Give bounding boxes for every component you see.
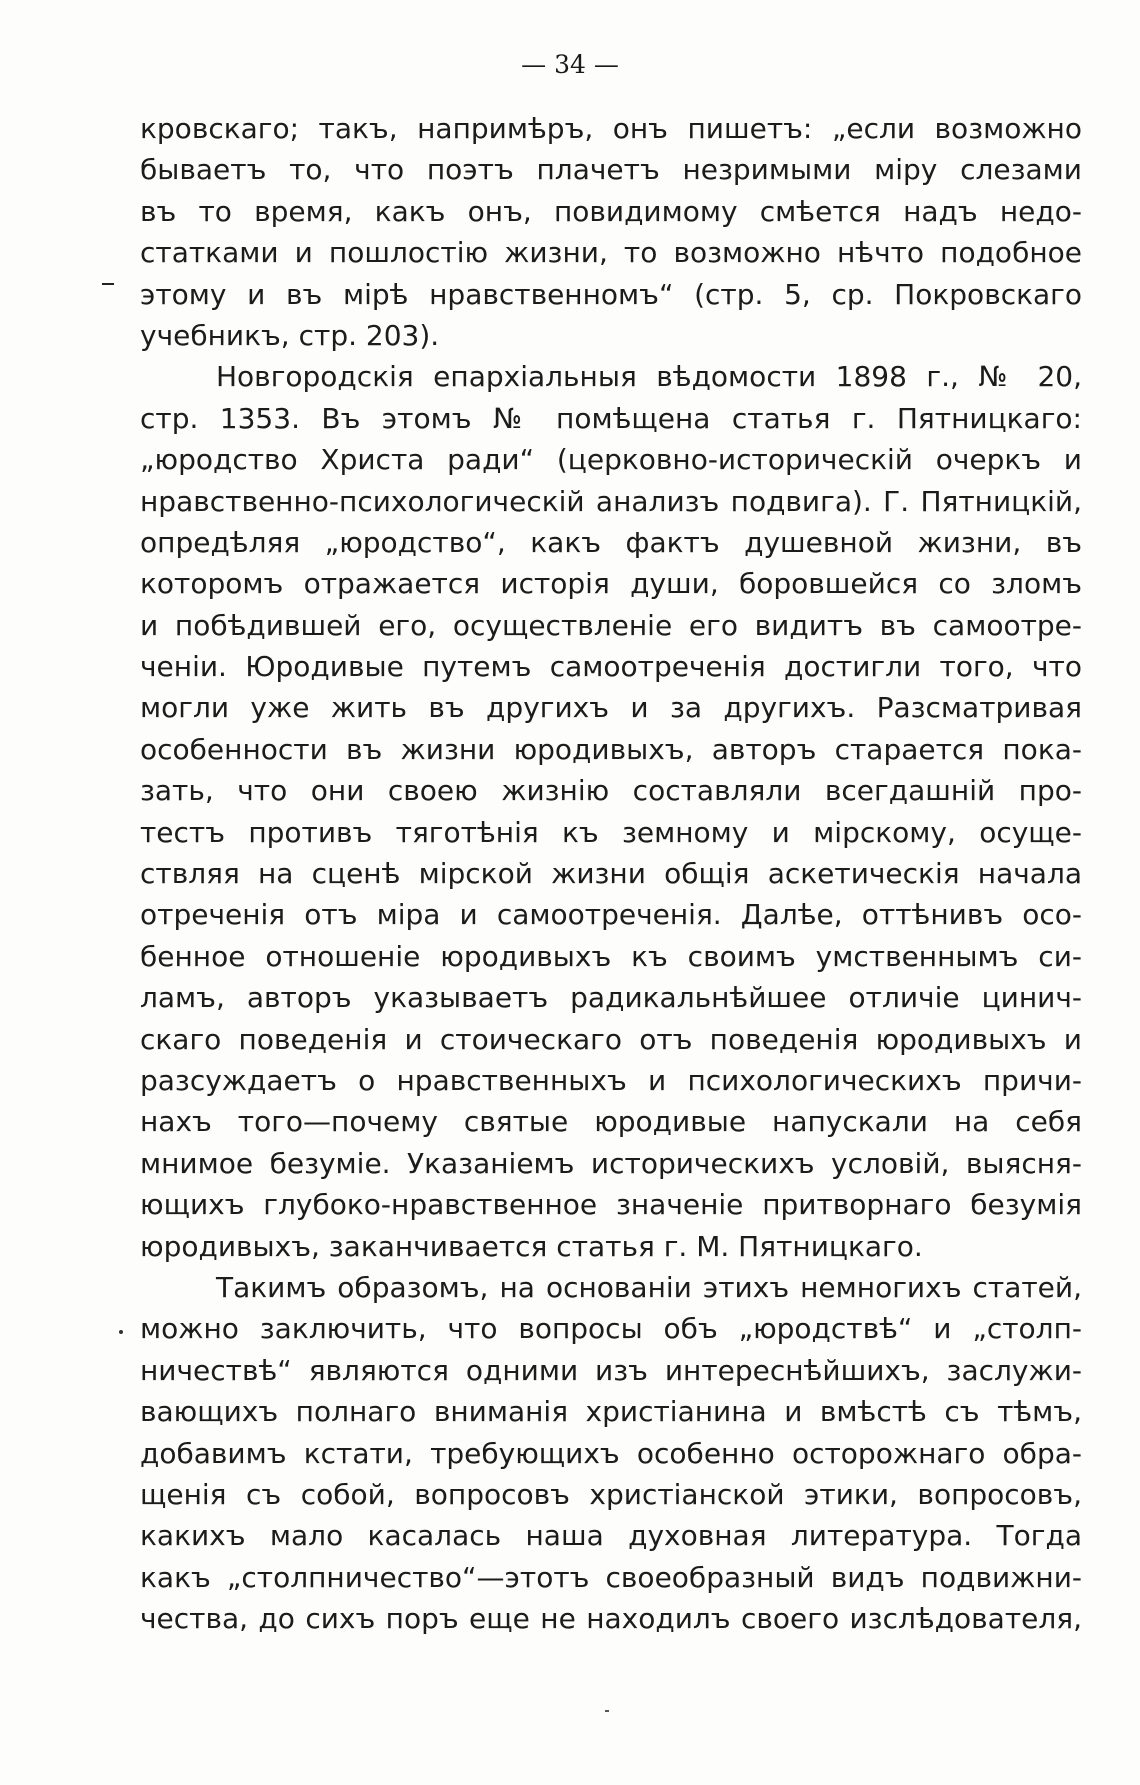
- text-line: отреченія отъ міра и самоотреченія. Далѣе, оттѣнивъ осо-: [140, 898, 1082, 932]
- text-line: можно заключить, что вопросы объ „юродствѣ“ и „столп-: [140, 1312, 1082, 1346]
- text-line: бываетъ то, что поэтъ плачетъ незримыми міру слезами: [140, 153, 1082, 187]
- paragraph: [140, 108, 1082, 356]
- margin-dot-mark: [119, 1330, 123, 1334]
- text-line: нравственно-психологическій анализъ подвига). Г. Пятницкій,: [140, 484, 1082, 518]
- text-line: ничествѣ“ являются одними изъ интереснѣйшихъ, заслужи-: [140, 1353, 1082, 1387]
- text-line: щенія съ собой, вопросовъ христіанской этики, вопросовъ,: [140, 1477, 1082, 1511]
- page-number: — 34 —: [521, 50, 619, 79]
- text-line: какихъ мало касалась наша духовная литература. Тогда: [140, 1519, 1082, 1553]
- paragraph: [140, 356, 1082, 1267]
- text-line: опредѣляя „юродство“, какъ фактъ душевной жизни, въ: [140, 525, 1082, 559]
- text-line: ющихъ глубоко-нравственное значеніе притворнаго безумія: [140, 1188, 1082, 1222]
- text-line: ченіи. Юродивые путемъ самоотреченія достигли того, что: [140, 650, 1082, 684]
- text-line: какъ „столпничество“—этотъ своеобразный видъ подвижни-: [140, 1560, 1082, 1594]
- text-line: которомъ отражается исторія души, боровшейся со зломъ: [140, 567, 1082, 601]
- body-text: [140, 108, 1082, 1639]
- text-line: юродивыхъ, заканчивается статья г. М. Пятницкаго.: [140, 1229, 923, 1263]
- text-line: въ то время, какъ онъ, повидимому смѣется надъ недо-: [140, 194, 1082, 228]
- margin-dash-mark: [102, 283, 114, 285]
- text-line: и побѣдившей его, осуществленіе его видитъ въ самоотре-: [140, 608, 1082, 642]
- text-line: вающихъ полнаго вниманія христіанина и вмѣстѣ съ тѣмъ,: [140, 1395, 1082, 1429]
- text-line: „юродство Христа ради“ (церковно-историческій очеркъ и: [140, 443, 1082, 477]
- text-line: Такимъ образомъ, на основаніи этихъ немногихъ статей,: [216, 1270, 1082, 1304]
- text-line: тестъ противъ тяготѣнія къ земному и мірскому, осуще-: [140, 815, 1082, 849]
- text-line: учебникъ, стр. 203).: [140, 318, 440, 352]
- paragraph: [140, 1267, 1082, 1640]
- text-line: нахъ того—почему святые юродивые напускали на себя: [140, 1105, 1082, 1139]
- text-line: особенности въ жизни юродивыхъ, авторъ старается пока-: [140, 732, 1082, 766]
- text-line: разсуждаетъ о нравственныхъ и психологическихъ причи-: [140, 1063, 1082, 1097]
- text-line: кровскаго; такъ, напримѣръ, онъ пишетъ: „если возможно: [140, 112, 1082, 145]
- text-line: бенное отношеніе юродивыхъ къ своимъ умственнымъ си-: [140, 939, 1082, 973]
- text-line: этому и въ мірѣ нравственномъ“ (стр. 5, ср. Покровскаго: [140, 277, 1082, 311]
- bottom-speck-mark: [605, 1710, 609, 1712]
- text-line: добавимъ кстати, требующихъ особенно осторожнаго обра-: [140, 1436, 1082, 1470]
- text-line: могли уже жить въ другихъ и за другихъ. Разсматривая: [140, 691, 1082, 725]
- text-line: Новгородскія епархіальныя вѣдомости 1898 г., № 20,: [216, 360, 1082, 394]
- text-line: скаго поведенія и стоическаго отъ поведенія юродивыхъ и: [140, 1022, 1082, 1056]
- text-line: зать, что они своею жизнію составляли всегдашній про-: [140, 774, 1082, 808]
- text-line: статками и пошлостію жизни, то возможно нѣчто подобное: [140, 236, 1082, 270]
- text-line: мнимое безуміе. Указаніемъ историческихъ условій, выясня-: [140, 1146, 1082, 1180]
- text-line: ствляя на сценѣ мірской жизни общія аскетическія начала: [140, 857, 1082, 891]
- text-line: чества, до сихъ поръ еще не находилъ своего изслѣдователя,: [140, 1602, 1082, 1636]
- text-line: ламъ, авторъ указываетъ радикальнѣйшее отличіе цинич-: [140, 981, 1082, 1015]
- text-line: стр. 1353. Въ этомъ № помѣщена статья г. Пятницкаго:: [140, 401, 1082, 435]
